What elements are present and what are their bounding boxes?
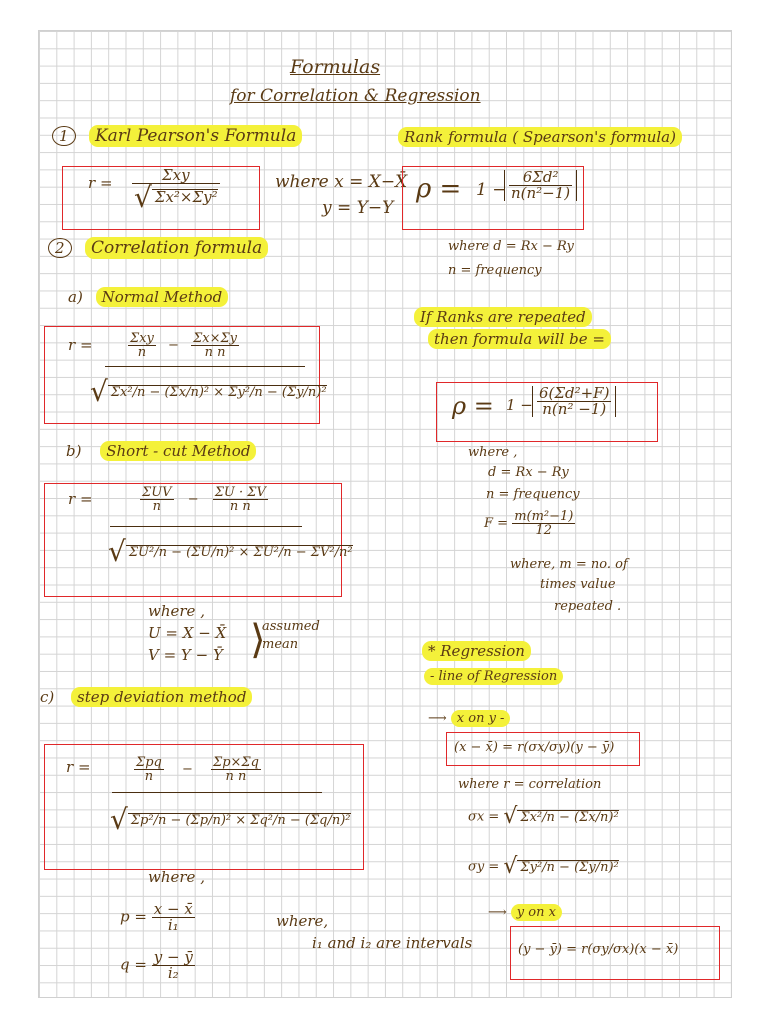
method-title: step deviation method [71, 687, 252, 707]
a-n2: Σx×Σy [193, 331, 238, 346]
method-label: a) [68, 288, 83, 306]
sigma-x: σx = √ Σx²/n − (Σx/n)² [468, 804, 619, 829]
a-d2: n n [204, 345, 226, 360]
c-d2: n n [225, 769, 247, 784]
rank-n: n = frequency [448, 263, 542, 278]
section-number: 2 [48, 238, 72, 258]
section-title: Karl Pearson's Formula [89, 125, 302, 147]
method-label: b) [66, 442, 82, 460]
b-u: U = X − X̄ [148, 624, 227, 642]
b-n1: ΣUV [142, 485, 172, 500]
c-p-num: x − x̄ [153, 900, 193, 918]
a-den: Σx²/n − (Σx/n)² × Σy²/n − (Σy/n)² [108, 385, 327, 399]
b-assumed: assumed [262, 619, 320, 634]
corr-where: where r = correlation [458, 777, 602, 792]
method-title: Short - cut Method [100, 441, 256, 461]
b-v: V = Y − Ȳ [148, 646, 223, 664]
a-n1: Σxy [130, 331, 154, 346]
rep-f-den: 12 [535, 523, 553, 538]
a-numerator [128, 332, 239, 359]
arrow-right-icon: ⟶ [428, 711, 447, 726]
c-fraction-bar [112, 792, 322, 793]
sigma-x-body: Σx²/n − (Σx/n)² [517, 810, 618, 824]
regression-heading [422, 644, 531, 659]
repeated-heading-2 [428, 332, 611, 347]
sigma-y-lhs: σy = [468, 859, 500, 875]
b-brace: ⟩ [250, 617, 266, 663]
b-mean: mean [262, 637, 299, 652]
repeated-title-2: then formula will be = [428, 329, 611, 349]
a-r: r = [68, 336, 93, 354]
kp-where-2: y = Y−Y [322, 198, 394, 218]
rep-n: n = frequency [486, 487, 580, 502]
c-q-den: i₂ [167, 964, 179, 982]
x-on-y-label [428, 712, 510, 725]
regression-title: * Regression [422, 641, 531, 661]
regression-sub [424, 670, 563, 683]
c-q [120, 950, 195, 981]
kp-numerator: Σxy [132, 168, 220, 184]
repeated-heading-1 [414, 310, 592, 325]
y-on-x-title: y on x [511, 904, 562, 921]
method-label: c) [40, 688, 55, 706]
rep-den: n(n² −1) [542, 400, 607, 418]
repeated-title-1: If Ranks are repeated [414, 307, 592, 327]
rank-rho: ρ = [416, 174, 462, 204]
x-on-y-title: x on y - [451, 710, 511, 727]
rep-fraction [532, 386, 616, 417]
rep-f-lhs: F = [484, 516, 509, 531]
rep-m-3: repeated . [554, 599, 622, 614]
b-n2: ΣU · ΣV [214, 485, 266, 500]
kp-fraction: $\frac{\text{Σxy}}{\text{√ Σx²×Σy²}}$ [134, 166, 218, 214]
c-p-lhs: p = [120, 907, 147, 926]
c-n2: Σp×Σq [213, 755, 259, 770]
x-on-y-formula: (x − x̄) = r(σx/σy)(y − ȳ) [454, 740, 615, 755]
b-d2: n n [229, 499, 251, 514]
y-on-x-label [488, 906, 562, 919]
c-den: Σp²/n − (Σp/n)² × Σq²/n − (Σq/n)² [128, 813, 351, 827]
rank-den: n(n²−1) [511, 184, 571, 202]
c-minus: − [181, 762, 193, 777]
a-minus: − [168, 338, 179, 353]
b-numerator [140, 486, 268, 513]
a-fraction-bar [105, 366, 305, 367]
rank-formula-title: Rank formula ( Spearson's formula) [398, 127, 682, 147]
rep-one-minus: 1 − [506, 396, 533, 414]
c-intervals: i₁ and i₂ are intervals [312, 934, 473, 952]
method-b-heading [66, 444, 256, 459]
a-d1: n [137, 345, 147, 360]
sigma-y: σy = √ Σy²/n − (Σy/n)² [468, 854, 619, 879]
b-minus: − [187, 492, 199, 507]
y-on-x-formula: (y − ȳ) = r(σy/σx)(x − x̄) [518, 942, 679, 957]
rank-where: where d = Rx − Ry [448, 239, 574, 254]
method-title: Normal Method [96, 287, 229, 307]
c-q-lhs: q = [120, 955, 147, 974]
section-number: 1 [52, 126, 76, 146]
c-where: where , [148, 868, 205, 886]
rep-f [484, 510, 575, 537]
c-n1: Σpq [136, 755, 162, 770]
rep-m-1: where, m = no. of [510, 557, 628, 572]
arrow-right-icon: ⟶ [488, 905, 507, 920]
rep-where: where , [468, 445, 518, 460]
rep-d: d = Rx − Ry [488, 465, 569, 480]
rank-num: 6Σd² [509, 170, 572, 186]
page-title: Formulas [290, 56, 381, 78]
c-where-2: where, [276, 912, 329, 930]
rank-formula-heading [398, 130, 682, 145]
b-denominator: √ ΣU²/n − (ΣU/n)² × ΣU²/n − ΣV²/n² [108, 535, 353, 568]
method-c-heading [40, 690, 252, 705]
kp-where-1: where x = X−X̄ [275, 172, 408, 192]
c-numerator [134, 756, 261, 783]
page-subtitle: for Correlation & Regression [230, 86, 481, 106]
c-p [120, 902, 195, 933]
b-r: r = [68, 490, 93, 508]
regression-sub-title: - line of Regression [424, 668, 563, 685]
rep-f-num: m(m²−1) [514, 509, 574, 524]
rank-one-minus: 1 − [476, 180, 507, 200]
kp-denominator: Σx²×Σy² [152, 189, 218, 205]
section-1-heading [52, 128, 302, 145]
c-denominator: √ Σp²/n − (Σp/n)² × Σq²/n − (Σq/n)² [110, 803, 351, 836]
rep-rho: ρ = [452, 392, 494, 420]
b-where: where , [148, 602, 205, 620]
rank-fraction [504, 170, 577, 201]
section-2-heading [48, 240, 268, 257]
sigma-y-body: Σy²/n − (Σy/n)² [517, 860, 618, 874]
rep-m-2: times value [540, 577, 616, 592]
sigma-x-lhs: σx = [468, 809, 500, 825]
b-den: ΣU²/n − (ΣU/n)² × ΣU²/n − ΣV²/n² [126, 545, 353, 559]
section-title: Correlation formula [85, 237, 268, 259]
b-d1: n [152, 499, 161, 514]
b-fraction-bar [110, 526, 302, 527]
kp-r: r = [88, 174, 113, 192]
c-d1: n [144, 769, 154, 784]
c-p-den: i₁ [167, 916, 179, 934]
a-denominator: √ Σx²/n − (Σx/n)² × Σy²/n − (Σy/n)² [90, 375, 327, 408]
method-a-heading [68, 290, 228, 305]
c-r: r = [66, 758, 91, 776]
c-q-num: y − ȳ [153, 948, 193, 966]
rep-num: 6(Σd²+F) [539, 384, 610, 402]
